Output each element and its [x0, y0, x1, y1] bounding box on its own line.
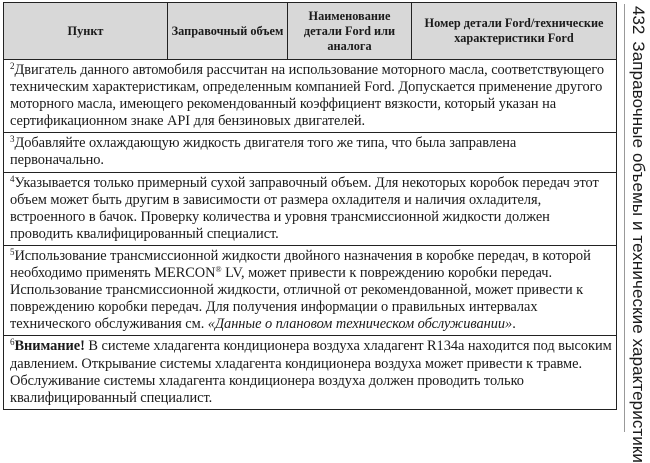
table-row	[4, 133, 617, 172]
note-text-continued: LV, может привести к повреждению коробки передач. Использование трансмиссионной жидкости, отличной от рекомендованной, может привести к повреждению коробки передач. Для получения информации о правильных интервалах технического обслуживания см.	[10, 265, 584, 333]
footnote-marker: 5	[10, 246, 15, 257]
note-dry-capacity	[4, 172, 617, 245]
chapter-title: Заправочные объемы и технические характеристики	[629, 41, 648, 463]
maintenance-reference-link[interactable]: «Данные о плановом техническом обслуживании»	[207, 316, 513, 333]
table-row	[4, 60, 617, 133]
footnote-marker: 3	[10, 134, 15, 145]
note-text: В системе хладагента кондиционера воздуха хладагент R134a находится под высоким давлением. Открывание системы хладагента кондиционера воздуха может привести к травме. Обслуживание системы хладагента кондиционера воздуха должен проводить только квалифицированный специалист.	[10, 338, 612, 406]
note-text: Использование трансмиссионной жидкости двойного назначения в коробке передач, в которой необходимо применять MERCON	[10, 247, 591, 282]
table-row	[4, 336, 617, 409]
note-end: .	[512, 316, 516, 333]
footnote-marker: 4	[10, 173, 15, 184]
sidebar-divider	[624, 4, 625, 432]
note-coolant	[4, 133, 617, 172]
note-text: Двигатель данного автомобиля рассчитан на использование моторного масла, соответствующего техническим характеристикам, определенным компанией Ford. Допускается применение другого моторного масла, имеющего рекомендованный коэффициент вязкости, который указан на сертификационном знаке API для бензиновых двигателей.	[10, 62, 604, 130]
table-row	[4, 245, 617, 335]
sidebar-header	[627, 6, 649, 463]
note-transmission-fluid	[4, 245, 617, 335]
note-engine-oil	[4, 60, 617, 133]
warning-label: Внимание!	[14, 338, 85, 355]
page-number: 432	[629, 6, 648, 35]
note-text: Указывается только примерный сухой заправочный объем. Для некоторых коробок передач этот объем может быть другим в зависимости от размера охладителя и наличия охладителя, встроенного в бачок. Проверку количества и уровня трансмиссионной жидкости должен проводить квалифицированный специалист.	[10, 174, 599, 242]
header-capacity: Заправочный объем	[168, 3, 288, 60]
registered-mark: ®	[215, 265, 222, 275]
note-text: Добавляйте охлаждающую жидкость двигателя того же типа, что была заправлена первоначально.	[10, 135, 517, 169]
note-refrigerant-warning	[4, 336, 617, 409]
chapter-sidebar	[622, 0, 650, 463]
header-part-number: Номер детали Ford/технические характеристики Ford	[412, 3, 617, 60]
table-header-row	[4, 3, 617, 60]
table-row	[4, 172, 617, 245]
footnote-marker: 6	[10, 337, 15, 348]
header-part-name: Наименование детали Ford или аналога	[288, 3, 412, 60]
fluid-notes-table-wrapper	[3, 2, 616, 410]
footnote-marker: 2	[10, 61, 15, 71]
fluid-notes-table	[3, 2, 617, 410]
header-item: Пункт	[4, 3, 168, 60]
